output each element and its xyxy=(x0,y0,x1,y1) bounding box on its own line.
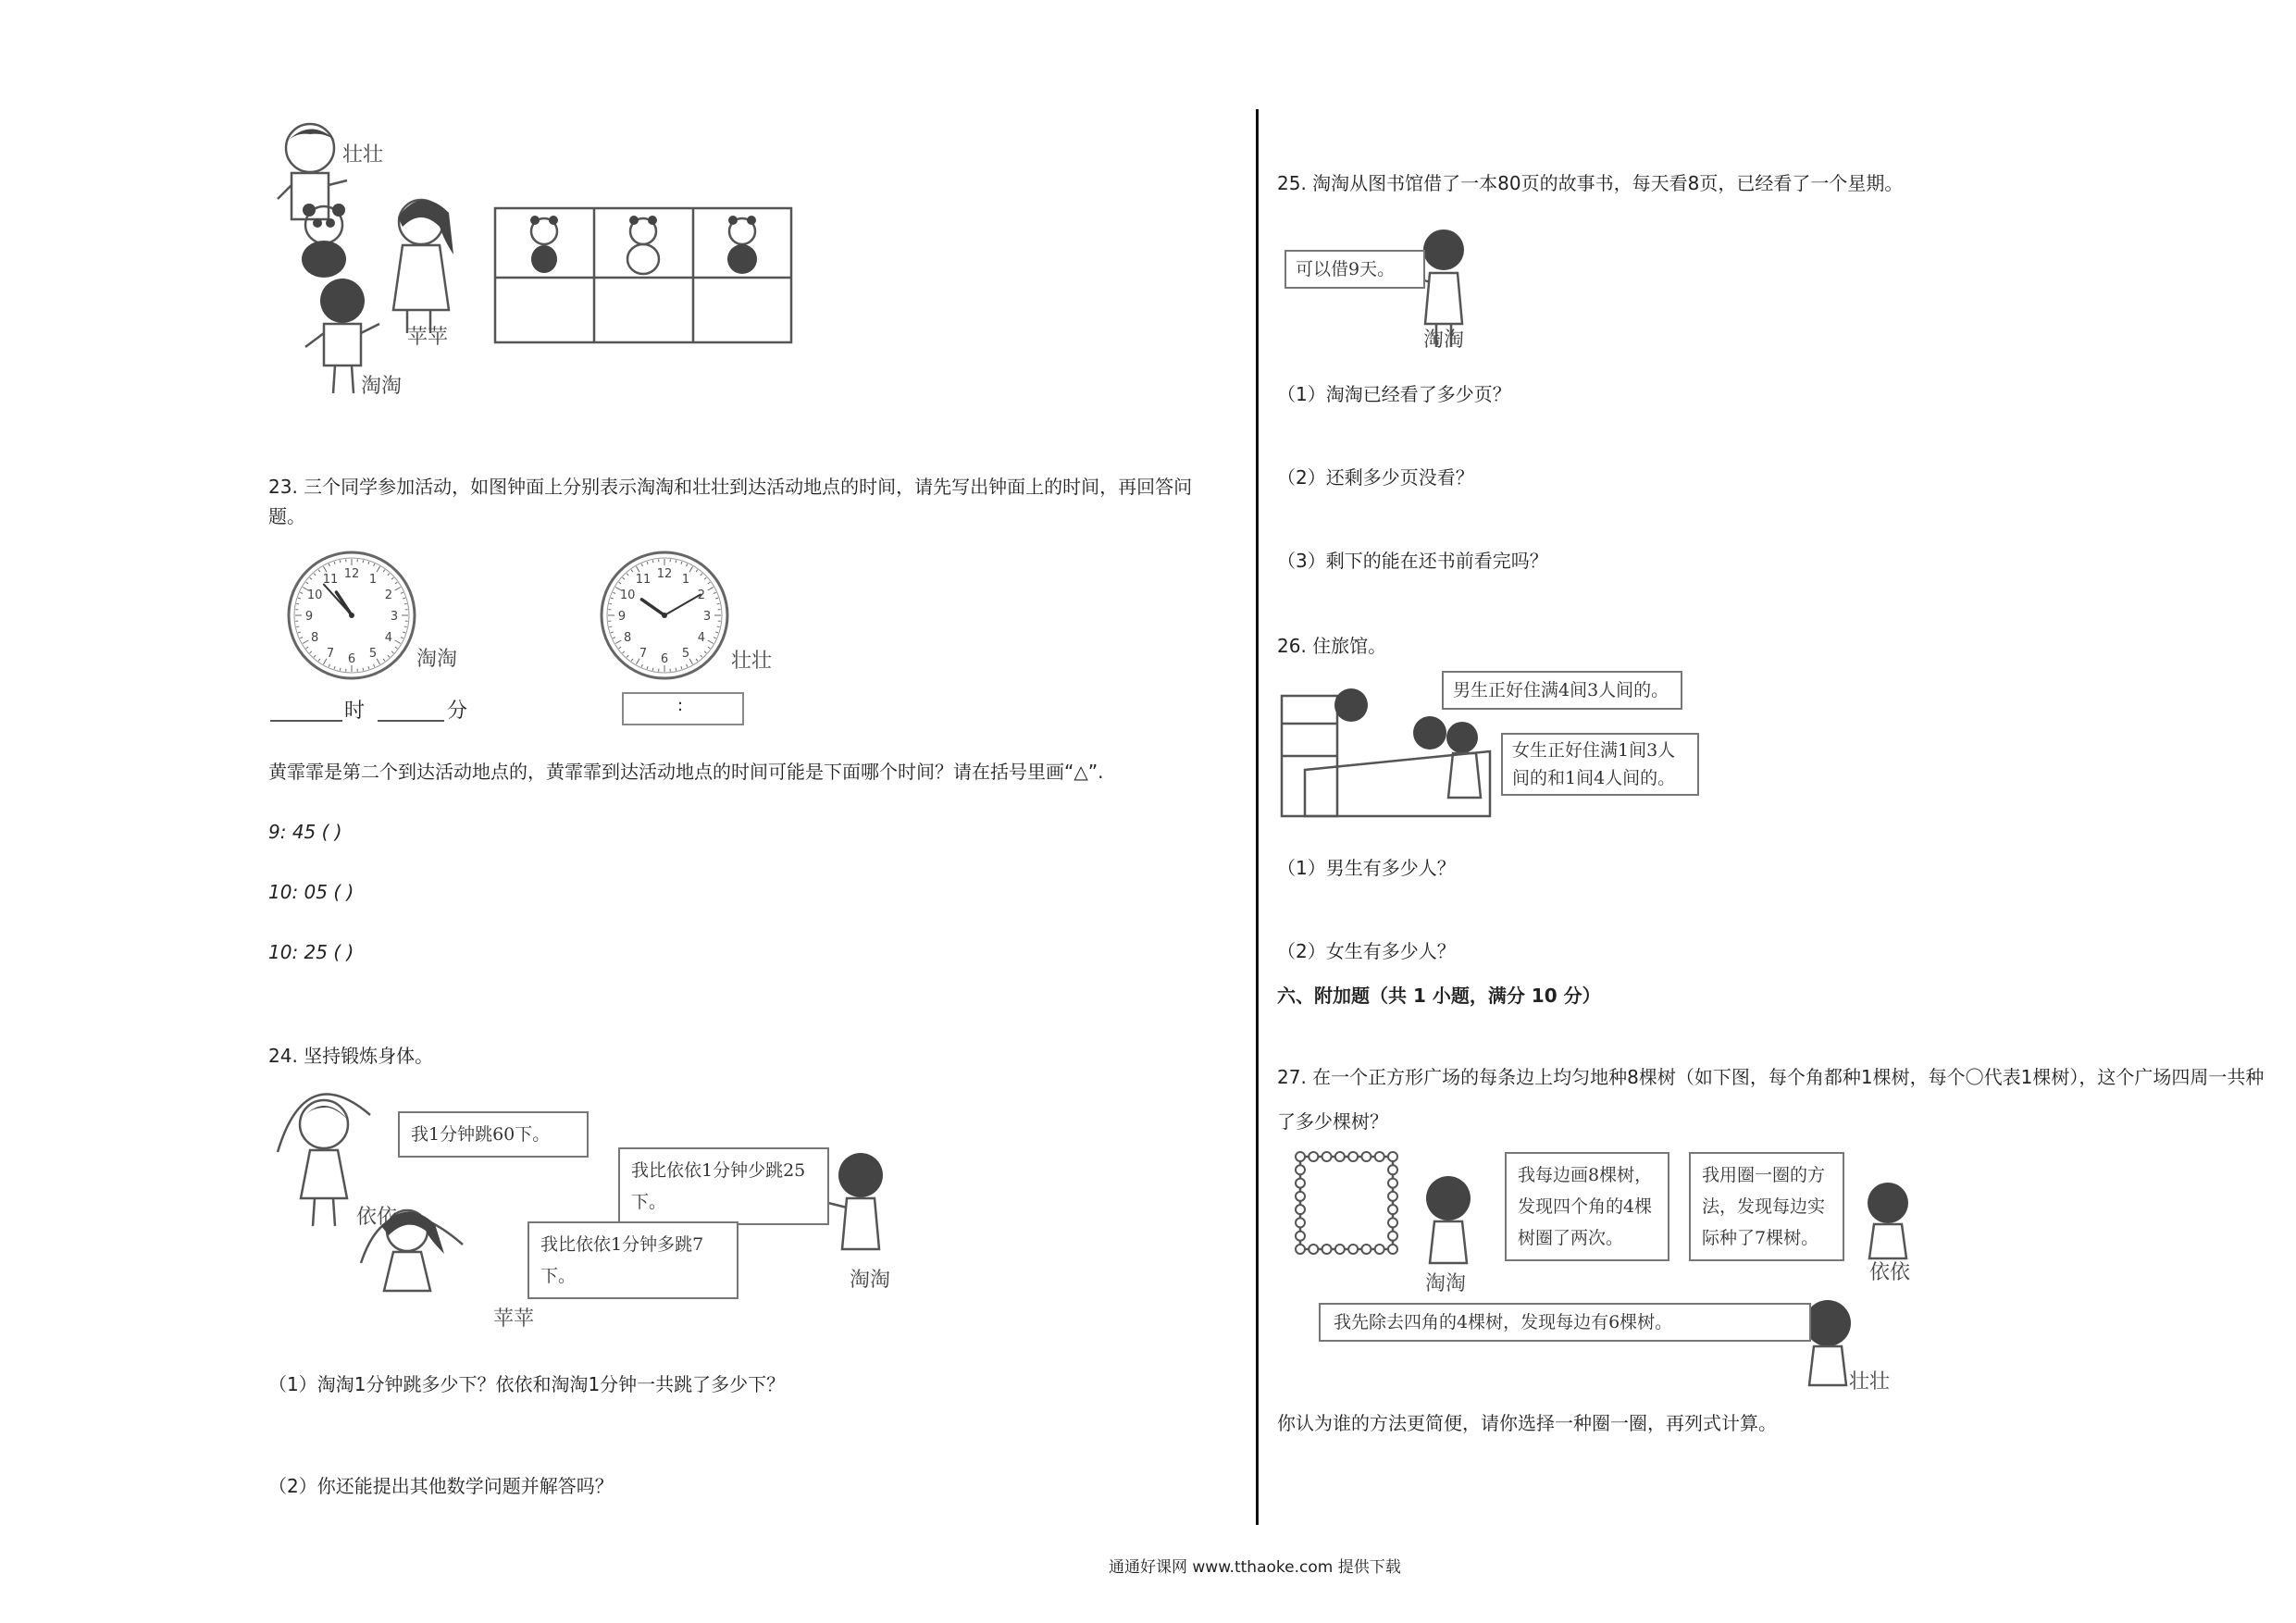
tree-circle xyxy=(1296,1218,1305,1227)
tree-circle xyxy=(1375,1152,1384,1161)
clock-number: 6 xyxy=(660,652,669,666)
time-option-3[interactable]: 10: 25 ( ) xyxy=(268,941,354,963)
q24-sub2: （2）你还能提出其他数学问题并解答吗？ xyxy=(268,1475,614,1497)
q27-sub-question: 你认为谁的方法更简便，请你选择一种圈一圈，再列式计算。 xyxy=(1277,1412,1777,1434)
clock-number: 10 xyxy=(619,588,636,602)
tree-circle xyxy=(1388,1152,1397,1161)
time-option-2[interactable]: 10: 05 ( ) xyxy=(268,881,354,903)
q22-illustration xyxy=(268,116,796,403)
clock-tick xyxy=(717,626,720,627)
clock-number: 3 xyxy=(702,610,712,624)
tree-circle xyxy=(1322,1245,1332,1254)
tree-circle xyxy=(1348,1152,1358,1161)
clock-taotao xyxy=(282,546,421,685)
q26-sub1: （1）男生有多少人？ xyxy=(1277,857,1456,879)
tree-circle xyxy=(1309,1245,1318,1254)
clock-zhuangzhuang-name: 壮壮 xyxy=(731,650,773,673)
clock-number: 12 xyxy=(656,567,673,581)
bubble-girls: 女生正好住满1间3人间的和1间4人间的。 xyxy=(1501,733,1699,796)
bubble-yiyi-q27: 我用圈一圈的方法，发现每边实际种了7棵树。 xyxy=(1689,1152,1844,1261)
q27-question: 27. 在一个正方形广场的每条边上均匀地种8棵树（如下图，每个角都种1棵树，每个〇代表1棵树），这个广场四周一共种了多少棵树？ xyxy=(1277,1066,2265,1133)
clock-tick xyxy=(296,626,299,627)
clock-tick xyxy=(340,668,341,671)
bubble-boys: 男生正好住满4间3人间的。 xyxy=(1442,671,1682,710)
clock-center xyxy=(349,613,354,618)
name-taotao-q25: 淘淘 xyxy=(1423,328,1465,352)
clock-number: 7 xyxy=(639,646,648,661)
minute-label: 分 xyxy=(447,700,468,723)
section-6-heading: 六、附加题（共 1 小题，满分 10 分） xyxy=(1277,985,1601,1007)
clock-taotao-name: 淘淘 xyxy=(416,648,458,671)
clock-number: 8 xyxy=(624,631,632,645)
tree-circle xyxy=(1388,1165,1397,1174)
clock-number: 12 xyxy=(343,567,360,581)
name-yiyi-q27: 依依 xyxy=(1869,1261,1911,1284)
clock-zhuangzhuang xyxy=(595,546,734,685)
q23-sub-question: 黄霏霏是第二个到达活动地点的，黄霏霏到达活动地点的时间可能是下面哪个时间？请在括号里画“△”. xyxy=(268,761,1104,783)
tree-circle xyxy=(1296,1192,1305,1201)
clock-number: 2 xyxy=(384,588,392,602)
tree-circle xyxy=(1388,1205,1397,1214)
tree-circle xyxy=(1361,1245,1371,1254)
q25-sub1: （1）淘淘已经看了多少页？ xyxy=(1277,383,1511,405)
name-taotao: 淘淘 xyxy=(361,375,403,398)
clock-number: 11 xyxy=(635,573,652,588)
tree-circle xyxy=(1388,1192,1397,1201)
clock-tick xyxy=(340,560,341,563)
clock-number: 3 xyxy=(390,610,399,624)
name-taotao-q27: 淘淘 xyxy=(1425,1272,1467,1295)
q25-sub2: （2）还剩多少页没看？ xyxy=(1277,466,1474,489)
q24-title: 24. 坚持锻炼身体。 xyxy=(268,1045,434,1067)
clock-number: 4 xyxy=(697,631,705,645)
hour-label: 时 xyxy=(344,700,366,723)
clock-number: 5 xyxy=(368,646,378,661)
clock-number: 10 xyxy=(306,588,323,602)
clock-tick xyxy=(609,603,612,604)
tree-circle xyxy=(1296,1205,1305,1214)
tree-circle xyxy=(1335,1245,1345,1254)
name-pingping-q24: 苹苹 xyxy=(493,1307,535,1331)
clock-tick xyxy=(717,603,720,604)
time-option-1[interactable]: 9: 45 ( ) xyxy=(268,821,342,843)
tree-circle xyxy=(1388,1218,1397,1227)
clock-tick xyxy=(609,626,612,627)
clock-tick xyxy=(652,560,653,563)
tree-circle xyxy=(1322,1152,1332,1161)
clock-center xyxy=(662,613,667,618)
tree-circle xyxy=(1335,1152,1345,1161)
clock-number: 9 xyxy=(617,610,627,624)
clock-number: 7 xyxy=(326,646,335,661)
clock-tick xyxy=(652,668,653,671)
tree-circle xyxy=(1296,1179,1305,1188)
clock-number: 8 xyxy=(311,631,319,645)
clock-number: 4 xyxy=(384,631,392,645)
bubble-zhuangzhuang-q27: 我先除去四角的4棵树，发现每边有6棵树。 xyxy=(1319,1303,1811,1342)
bubble-taotao-q24: 我比依依1分钟少跳25下。 xyxy=(618,1147,829,1225)
name-zhuangzhuang: 壮壮 xyxy=(342,143,384,167)
tree-circle xyxy=(1388,1179,1397,1188)
clock-number: 9 xyxy=(304,610,314,624)
q26-title: 26. 住旅馆。 xyxy=(1277,635,1387,657)
bubble-pingping: 我比依依1分钟多跳7下。 xyxy=(527,1221,738,1299)
tree-circle xyxy=(1388,1245,1397,1254)
footer-text: 通通好课网 www.tthaoke.com 提供下载 xyxy=(1109,1558,1401,1577)
digital-colon: : xyxy=(677,696,684,715)
clock-number: 6 xyxy=(347,652,356,666)
tree-circle xyxy=(1309,1152,1318,1161)
tree-circle xyxy=(1361,1152,1371,1161)
clock-tick xyxy=(404,626,407,627)
minute-blank[interactable] xyxy=(378,720,444,722)
clock-tick xyxy=(363,668,364,671)
name-zhuangzhuang-q27: 壮壮 xyxy=(1849,1370,1891,1394)
column-divider xyxy=(1256,109,1259,1525)
clock-number: 1 xyxy=(681,573,690,588)
tree-circle xyxy=(1296,1232,1305,1241)
bubble-taotao-q25: 可以借9天。 xyxy=(1285,250,1425,289)
clock-tick xyxy=(296,603,299,604)
q25-title: 25. 淘淘从图书馆借了一本80页的故事书，每天看8页，已经看了一个星期。 xyxy=(1277,172,1904,194)
digital-time-box[interactable] xyxy=(622,692,744,725)
tree-circle xyxy=(1388,1232,1397,1241)
tree-circle xyxy=(1296,1165,1305,1174)
q25-sub3: （3）剩下的能在还书前看完吗？ xyxy=(1277,550,1548,572)
clock-number: 1 xyxy=(368,573,378,588)
clock-number: 5 xyxy=(681,646,690,661)
hour-blank[interactable] xyxy=(270,720,342,722)
clock-tick xyxy=(363,560,364,563)
clock-number: 2 xyxy=(697,588,705,602)
clock-face-taotao xyxy=(282,546,421,685)
bubble-taotao-q27: 我每边画8棵树，发现四个角的4棵树圈了两次。 xyxy=(1505,1152,1669,1261)
name-yiyi: 依依 xyxy=(356,1206,398,1229)
tree-circle xyxy=(1296,1245,1305,1254)
bubble-yiyi: 我1分钟跳60下。 xyxy=(398,1111,589,1158)
clock-number: 11 xyxy=(322,573,339,588)
clock-face-zhuangzhuang xyxy=(595,546,734,685)
q24-sub1: （1）淘淘1分钟跳多少下？依依和淘淘1分钟一共跳了多少下？ xyxy=(268,1373,786,1395)
tree-circle xyxy=(1348,1245,1358,1254)
clock-tick xyxy=(404,603,407,604)
name-taotao-q24: 淘淘 xyxy=(850,1269,891,1292)
tree-circle xyxy=(1296,1152,1305,1161)
name-pingping: 苹苹 xyxy=(407,326,449,349)
tree-circle xyxy=(1375,1245,1384,1254)
q26-sub2: （2）女生有多少人？ xyxy=(1277,940,1456,962)
q23-question: 23. 三个同学参加活动，如图钟面上分别表示淘淘和壮壮到达活动地点的时间，请先写出钟面上的时间，再回答问题。 xyxy=(268,476,1193,527)
